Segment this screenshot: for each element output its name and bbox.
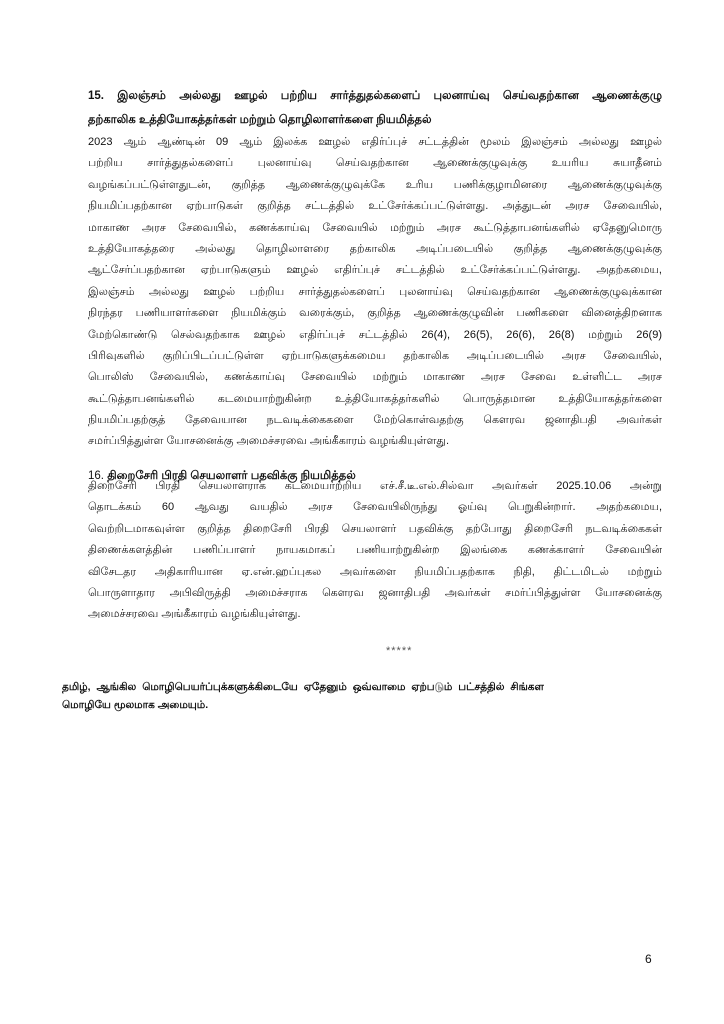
- note-line: தமிழ், ஆங்கில மொழிபெயர்ப்புக்களுக்கிடையே ஏதேனும் ஒவ்வாமை ஏற்படும் பட்சத்தில் சிங்கள: [62, 681, 544, 693]
- body-line: தொடக்கம் 60 ஆவது வயதில் அரச சேவையிலிருந்து ஓய்வு பெறுகின்றார். அதற்கமைய,: [88, 501, 662, 514]
- body-line: மாகாண அரச சேவையில், கணக்காய்வு சேவையில் மற்றும் அரச கூட்டுத்தாபனங்களில் ஏதேனுமொரு: [88, 221, 662, 234]
- translation-note: [62, 678, 544, 714]
- section-16-body: [88, 476, 662, 626]
- body-line: விசேடதர அதிகாரியான ஏ.என்.ஹப்புகல அவர்களை நியமிப்பதற்காக நிதி, திட்டமிடல் மற்றும்: [88, 565, 662, 578]
- body-line: இலஞ்சம் அல்லது ஊழல் பற்றிய சார்த்துதல்களைப் புலனாய்வு செய்வதற்கான ஆணைக்குழுவுக்கான: [88, 285, 662, 298]
- body-line: நியமிப்பதற்கான ஏற்பாடுகள் குறித்த சட்டத்தில் உட்சேர்க்கப்பட்டுள்ளது. அத்துடன் அரச சேவையில்,: [88, 200, 662, 213]
- body-line: சமர்ப்பித்துள்ள யோசனைக்கு அமைச்சரவை அங்கீகாரம் வழங்கியுள்ளது.: [88, 435, 449, 448]
- heading-line: 15. இலஞ்சம் அல்லது ஊழல் பற்றிய சார்த்துதல்களைப் புலனாய்வு செய்வதற்கான ஆணைக்குழு: [88, 90, 662, 102]
- body-line: பற்றிய சார்த்துதல்களைப் புலனாய்வு செய்வதற்கான ஆணைக்குழுவுக்கு உயரிய சுயாதீனம்: [88, 157, 662, 170]
- body-line: அமைச்சரவை அங்கீகாரம் வழங்கியுள்ளது.: [88, 608, 301, 621]
- body-line: உத்தியோகத்தரை அல்லது தொழிலாளரை தற்காலிக அடிப்படையில் குறித்த ஆணைக்குழுவுக்கு: [88, 242, 662, 255]
- body-line: பொருளாதார அபிவிருத்தி அமைச்சராக கௌரவ ஜனாதிபதி அவர்கள் சமர்ப்பித்துள்ள யோசனைக்கு: [88, 586, 662, 599]
- section-15-body: [88, 132, 662, 453]
- page-number: 6: [645, 952, 652, 966]
- body-line: மேற்கொண்டு செல்வதற்காக ஊழல் எதிர்ப்புச் சட்டத்தில் 26(4), 26(5), 26(6), 26(8) மற்றும் 26(9): [88, 328, 662, 341]
- body-line: கூட்டுத்தாபனங்களில் கடமையாற்றுகின்ற உத்தியோகத்தர்களில் பொருத்தமான உத்தியோகத்தர்களை: [88, 392, 662, 405]
- body-line: பொலிஸ் சேவையில், கணக்காய்வு சேவையில் மற்றும் மாகாண அரச சேவை உள்ளிட்ட அரச: [88, 371, 662, 384]
- note-line: மொழியே மூலமாக அமையும்.: [62, 699, 209, 711]
- body-line: 2023 ஆம் ஆண்டின் 09 ஆம் இலக்க ஊழல் எதிர்ப்புச் சட்டத்தின் மூலம் இலஞ்சம் அல்லது ஊழல்: [88, 136, 662, 148]
- body-line: நியமிப்பதற்குத் தேவையான நடவடிக்கைகளை மேற்கொள்வதற்கு கௌரவ ஜனாதிபதி அவர்கள்: [88, 414, 662, 427]
- section-number: 16.: [88, 470, 104, 482]
- body-line: திணைக்களத்தின் பணிப்பாளர் நாயகமாகப் பணியாற்றுகின்ற இலங்கை கணக்காளர் சேவையின்: [88, 544, 662, 557]
- section-15-heading: [88, 84, 662, 132]
- body-line: ஆட்சேர்ப்பதற்கான ஏற்பாடுகளும் ஊழல் எதிர்ப்புச் சட்டத்தில் உட்சேர்க்கப்பட்டுள்ளது. அதற்கமைய,: [88, 264, 662, 277]
- body-line: வழங்கப்பட்டுள்ளதுடன், குறித்த ஆணைக்குழுவுக்கே உரிய பணிக்குழாமினரை ஆணைக்குழுவுக்கு: [88, 178, 662, 191]
- separator: *****: [386, 645, 413, 657]
- section-title: திறைசேரி பிரதி செயலாளர் பதவிக்கு நியமித்தல்: [107, 470, 356, 482]
- body-line: நிரந்தர பணியாளர்களை நியமிக்கும் வரைக்கும், குறித்த ஆணைக்குழுவின் பணிகளை வினைத்திறனாக: [88, 307, 662, 320]
- body-line: பிரிவுகளில் குறிப்பிடப்பட்டுள்ள ஏற்பாடுகளுக்கமைய தற்காலிக அடிப்படையில் அரச சேவையில்,: [88, 349, 662, 362]
- body-line: திறைசேரி பிரதி செயலாளராக கடமையாற்றிய எச்.சீ.டீ.எல்.சில்வா அவர்கள் 2025.10.06 அன்று: [88, 480, 662, 492]
- body-line: வெற்றிடமாகவுள்ள குறித்த திறைசேரி பிரதி செயலாளர் பதவிக்கு தற்போது திறைசேரி நடவடிக்கைகள்: [88, 522, 662, 535]
- heading-line: தற்காலிக உத்தியோகத்தர்கள் மற்றும் தொழிலாளர்களை நியமித்தல்: [88, 114, 432, 126]
